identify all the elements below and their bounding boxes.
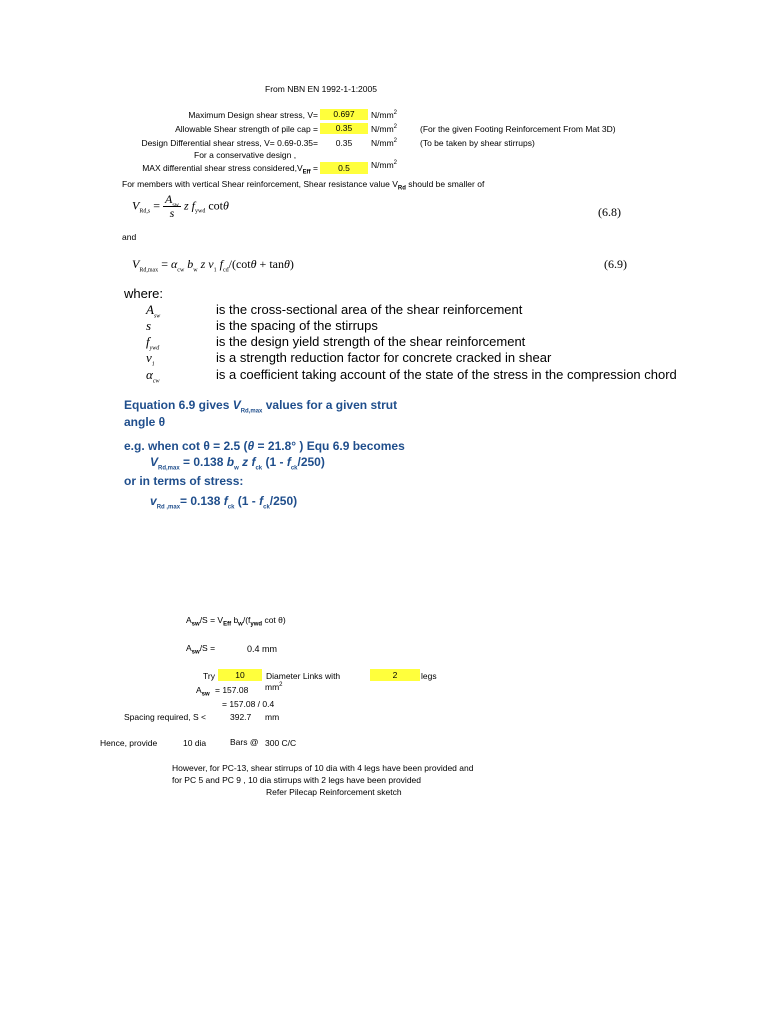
and-text: and xyxy=(122,232,137,242)
note-line-6: $v_{Rd ,max}= 0.138$ $f_{ck}$ $(1 - f_{ck}/250)$ xyxy=(150,494,298,511)
desc-alpha-cw: is a coefficient taking account of the state of the stress in the compression chord xyxy=(216,367,677,382)
try-diameter-value[interactable]: 10 xyxy=(218,669,262,681)
where-title: where: xyxy=(124,286,164,301)
asw-division: = 157.08 / 0.4 xyxy=(222,699,275,709)
symbol-s: s xyxy=(146,318,152,333)
unit-2: $N/mm^2$ xyxy=(371,124,398,134)
max-differential-value[interactable]: 0.5 xyxy=(320,162,368,174)
bar-diameter: 10 dia xyxy=(183,738,207,748)
desc-nu1: is a strength reduction factor for concrete cracked in shear xyxy=(216,350,552,365)
symbol-fywd: $f_{ywd}$ xyxy=(146,334,160,352)
desc-s: is the spacing of the stirrups xyxy=(216,318,378,333)
differential-shear-label: Design Differential shear stress, V= 0.69-0.35= xyxy=(141,138,318,148)
legs-value[interactable]: 2 xyxy=(370,669,420,681)
conservative-note: For a conservative design , xyxy=(194,150,297,160)
source-reference: From NBN EN 1992-1-1:2005 xyxy=(265,84,377,94)
allowable-shear-value[interactable]: 0.35 xyxy=(320,123,368,134)
note-line-3: e.g. when cot θ = 2.5 (θ = 21.8° ) Equ 6.9 becomes xyxy=(124,439,405,453)
asw-per-s-value: 0.4 mm xyxy=(247,644,278,654)
remark-line-2: for PC 5 and PC 9 , 10 dia stirrups with 2 legs have been provided xyxy=(172,775,422,785)
asw-per-s-label: $A_{sw}/S$ = xyxy=(186,643,216,656)
note-line-5: or in terms of stress: xyxy=(124,474,244,488)
desc-fywd: is the design yield strength of the shear reinforcement xyxy=(216,334,526,349)
note-line-1: Equation 6.9 gives $V_{Rd,max}$ values for a given strut xyxy=(124,398,398,415)
asw-formula: $A_{sw}/S = V_{Eff}$ $b_w/(f_{ywd}$ cot θ) xyxy=(186,615,286,628)
unit-1: $N/mm^2$ xyxy=(371,110,398,120)
differential-shear-value: 0.35 xyxy=(335,138,353,148)
legs-text: legs xyxy=(421,671,437,681)
symbol-alpha-cw: $\alpha_{cw}$ xyxy=(146,367,160,385)
hence-provide-label: Hence, provide xyxy=(100,738,158,748)
bars-at-label: Bars @ xyxy=(230,737,259,747)
symbol-nu1: $\nu_1$ xyxy=(146,350,155,368)
spacing-unit: mm xyxy=(265,712,280,722)
try-label: Try xyxy=(203,671,215,681)
diameter-links-text: Diameter Links with xyxy=(266,671,341,681)
note-line-4: $V_{Rd,max} = 0.138$ $b_w$ z $f_{ck}$ $(1 - f_{ck}/250)$ xyxy=(150,455,325,472)
spacing-value: 392.7 xyxy=(230,712,252,722)
differential-note: (To be taken by shear stirrups) xyxy=(420,138,535,148)
desc-asw: is the cross-sectional area of the shear reinforcement xyxy=(216,302,523,317)
allowable-shear-label: Allowable Shear strength of pile cap = xyxy=(175,124,318,134)
asw-unit: $mm^2$ xyxy=(265,682,283,692)
remark-line-1: However, for PC-13, shear stirrups of 10 dia with 4 legs have been provided and xyxy=(172,763,474,773)
unit-4: $N/mm^2$ xyxy=(371,160,398,170)
max-shear-label: Maximum Design shear stress, V= xyxy=(188,110,318,120)
equation-6-8: $V_{Rd,s}$ = $\frac{A_{sw}}{s}$ z $f_{ywd}$ cotθ xyxy=(132,192,229,220)
symbol-asw: $A_{sw}$ xyxy=(146,302,161,320)
equation-6-8-number: (6.8) xyxy=(598,205,621,219)
max-shear-value[interactable]: 0.697 xyxy=(320,109,368,120)
spacing-label: Spacing required, S < xyxy=(124,712,206,722)
note-line-2: angle θ xyxy=(124,415,166,429)
asw-value: = 157.08 xyxy=(215,685,249,695)
bar-spacing-cc: 300 C/C xyxy=(265,738,297,748)
equation-6-9-number: (6.9) xyxy=(604,257,627,271)
allowable-note: (For the given Footing Reinforcement From Mat 3D) xyxy=(420,124,616,134)
remark-line-3: Refer Pilecap Reinforcement sketch xyxy=(266,787,402,797)
equation-6-9: $V_{Rd,max} = \alpha_{cw}$ $b_w$ z $\nu_1$ $f_{cd}/(\cot\theta + \tan\theta)$ xyxy=(132,257,294,274)
asw-label: $A_{sw}$ xyxy=(196,685,210,698)
unit-3: $N/mm^2$ xyxy=(371,138,398,148)
max-differential-label: MAX differential shear stress $considered,V_{Eff}$ = xyxy=(142,163,318,176)
members-statement: For members with vertical Shear reinforcement, Shear resistance value $V_{Rd}$ should be smaller of xyxy=(122,179,485,192)
